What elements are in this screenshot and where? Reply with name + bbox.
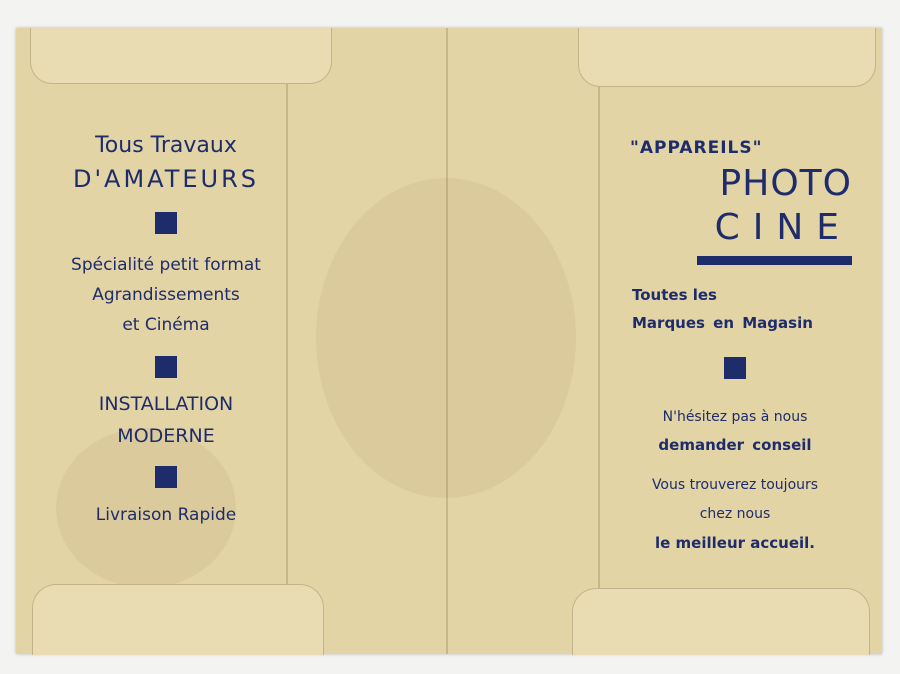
moderne-text: MODERNE [117, 425, 215, 447]
underline-bar [697, 256, 852, 265]
appareils-heading: "APPAREILS" [630, 138, 763, 158]
meilleur-accueil-text: le meilleur accueil. [655, 534, 815, 552]
cinema-text: et Cinéma [122, 315, 210, 335]
square-bullet [155, 212, 177, 234]
nhesitez-text: N'hésitez pas à nous [662, 409, 808, 425]
marques-text: Marques en Magasin [632, 314, 813, 332]
agrandissements-text: Agrandissements [92, 285, 240, 305]
square-bullet [155, 466, 177, 488]
chez-nous-text: chez nous [699, 506, 771, 522]
bottom-flap-left [32, 584, 324, 655]
top-flap-left [30, 28, 332, 84]
envelope-sheet [16, 28, 882, 654]
specialite-text: Spécialité petit format [71, 255, 261, 275]
livraison-text: Livraison Rapide [95, 505, 237, 525]
cine-heading: CINE [714, 207, 852, 248]
toutes-les-text: Toutes les [632, 286, 717, 304]
vous-trouverez-text: Vous trouverez toujours [651, 477, 819, 493]
right-panel [600, 134, 870, 558]
bottom-flap-right [572, 588, 870, 655]
top-flap-right [578, 28, 876, 87]
left-panel [30, 130, 302, 530]
installation-text: INSTALLATION [98, 393, 234, 415]
demander-conseil-text: demander conseil [658, 436, 812, 454]
square-bullet [155, 356, 177, 378]
photo-heading: PHOTO [719, 163, 852, 204]
heading-amateurs: D'AMATEURS [72, 165, 260, 193]
heading-tous-travaux: Tous Travaux [95, 133, 237, 158]
fold-line-center [446, 28, 448, 654]
square-bullet [724, 357, 746, 379]
